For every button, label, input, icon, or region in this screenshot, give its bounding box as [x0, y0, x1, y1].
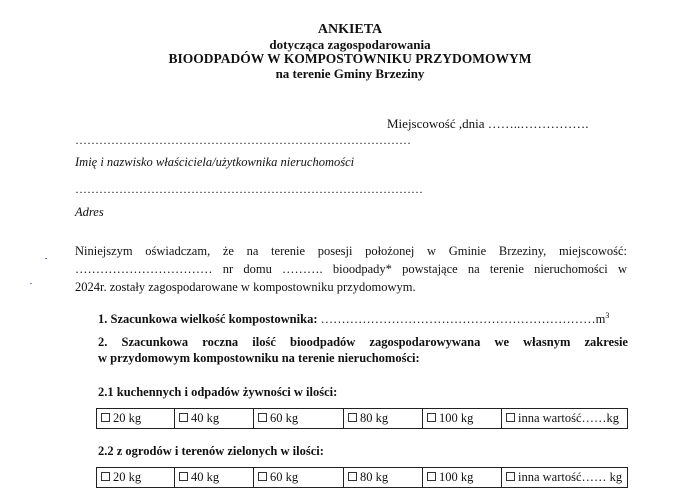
checkbox-icon[interactable] [179, 472, 188, 481]
checkbox-icon[interactable] [506, 472, 515, 481]
section-garden-waste-title: 2.2 z ogrodów i terenów zielonych w ilości: [98, 444, 324, 458]
form-area: na terenie Gminy Brzeziny [275, 66, 425, 81]
place-date-field[interactable]: Miejscowość ,dnia ……..……………. [387, 116, 589, 131]
question-biowaste-amount [98, 334, 628, 366]
owner-name-field[interactable]: ………………………………………………………………………… [75, 133, 411, 147]
option-other-value[interactable]: inna wartość……kg [502, 409, 628, 429]
form-subject: BIOODPADÓW W KOMPOSTOWNIKU PRZYDOMOWYM [168, 51, 532, 66]
checkbox-icon[interactable] [427, 413, 436, 422]
option-100kg[interactable]: 100 kg [423, 468, 502, 488]
option-other-value[interactable]: inna wartość…… kg [502, 468, 628, 488]
compost-size-field[interactable]: …………………………………………………………m [317, 312, 606, 327]
option-20kg[interactable]: 20 kg [97, 409, 175, 429]
checkbox-icon[interactable] [101, 413, 110, 422]
form-subtitle: dotycząca zagospodarowania [269, 37, 431, 52]
owner-name-label: Imię i nazwisko właściciela/użytkownika nieruchomości [75, 155, 355, 169]
question-compost-size [98, 311, 609, 327]
declaration-line: Niniejszym oświadczam, że na terenie posesji położonej w Gminie Brzeziny, miejscowość: [75, 244, 627, 258]
checkbox-icon[interactable] [101, 472, 110, 481]
option-20kg[interactable]: 20 kg [97, 468, 175, 488]
option-100kg[interactable]: 100 kg [423, 409, 502, 429]
section-kitchen-waste-title: 2.1 kuchennych i odpadów żywności w ilości: [98, 385, 338, 399]
scan-speck [45, 258, 47, 259]
checkbox-icon[interactable] [348, 472, 357, 481]
garden-waste-options [96, 467, 628, 488]
checkbox-icon[interactable] [348, 413, 357, 422]
declaration-paragraph [75, 242, 627, 296]
checkbox-icon[interactable] [258, 472, 267, 481]
address-field[interactable]: …………………………………………………………………………… [75, 182, 423, 196]
scan-speck [30, 283, 32, 284]
option-40kg[interactable]: 40 kg [175, 468, 254, 488]
checkbox-icon[interactable] [506, 413, 515, 422]
checkbox-icon[interactable] [258, 413, 267, 422]
question-compost-size-label: 1. Szacunkowa wielkość kompostownika: [98, 312, 318, 327]
option-80kg[interactable]: 80 kg [344, 468, 423, 488]
question-biowaste-line: w przydomowym kompostowniku na terenie nieruchomości: [98, 351, 420, 365]
form-title: ANKIETA [317, 22, 383, 37]
option-60kg[interactable]: 60 kg [254, 409, 344, 429]
address-label: Adres [75, 205, 104, 219]
declaration-line: 2024r. zostały zagospodarowane w kompostowniku przydomowym. [75, 280, 416, 294]
cubic-unit-sup: 3 [605, 311, 610, 320]
option-40kg[interactable]: 40 kg [175, 409, 254, 429]
declaration-line[interactable]: …………………………… nr domu ………. bioodpady* powstające na terenie nieruchomości w [75, 262, 627, 276]
option-80kg[interactable]: 80 kg [344, 409, 423, 429]
option-60kg[interactable]: 60 kg [254, 468, 344, 488]
checkbox-icon[interactable] [179, 413, 188, 422]
question-biowaste-line: 2. Szacunkowa roczna ilość bioodpadów zagospodarowywana we własnym zakresie [98, 335, 628, 349]
checkbox-icon[interactable] [427, 472, 436, 481]
kitchen-waste-options [96, 408, 628, 429]
